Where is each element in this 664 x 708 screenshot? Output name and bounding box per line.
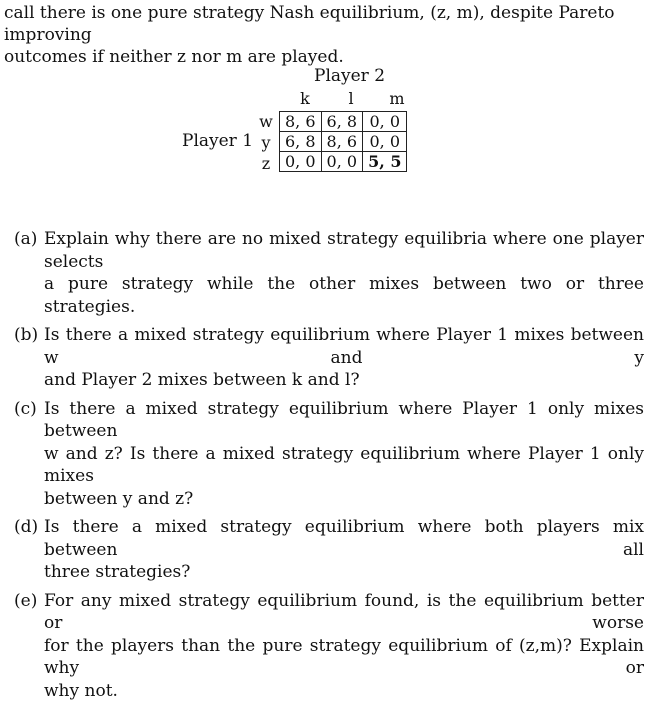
cell-z-l: 0, 0 [321,152,363,172]
player1-label: Player 1 [182,131,254,151]
column-label-l: l [348,89,354,108]
question-line: Explain why there are no mixed strategy equilibria where one player selects [44,229,644,272]
table-row [280,112,407,132]
question-letter: (a) [14,229,38,249]
question-line: Is there a mixed strategy equilibrium where Player 1 only mixes between [44,398,644,441]
cell-z-m: 5, 5 [363,152,407,172]
question-line: and Player 2 mixes between k and l? [44,370,360,390]
question-e [14,590,644,703]
column-labels [282,90,422,108]
question-line: Is there a mixed strategy equilibrium where both players mix between all [44,517,644,560]
cell-z-k: 0, 0 [280,152,322,172]
row-label-w: w [259,112,273,131]
cell-w-k: 8, 6 [280,112,322,132]
player2-label: Player 2 [314,66,386,86]
row-label-y: y [261,133,271,152]
question-line: For any mixed strategy equilibrium found, is the equilibrium better or worse [44,590,644,633]
question-line: w and z? Is there a mixed strategy equilibrium where Player 1 only mixes [44,443,644,486]
question-letter: (c) [14,398,37,419]
question-b [14,324,644,392]
table-row [280,152,407,172]
question-list [14,228,644,708]
question-text [44,398,644,511]
intro-line-2: outcomes if neither z nor m are played. [4,47,344,67]
payoff-matrix [180,62,440,192]
intro-line-1: call there is one pure strategy Nash equilibrium, (z, m), despite Pareto improving [4,3,615,45]
question-letter: (e) [14,590,38,611]
question-line: Is there a mixed strategy equilibrium where Player 1 mixes between w and y [44,325,644,368]
question-line: for the players than the pure strategy equilibrium of (z,m)? Explain why or [44,635,644,678]
question-c [14,398,644,511]
column-label-m: m [389,89,405,108]
payoff-table [279,111,407,172]
question-line: a pure strategy while the other mixes between two or three strategies. [44,274,644,317]
question-line: between y and z? [44,488,194,509]
question-line: why not. [44,680,118,701]
cell-y-m: 0, 0 [363,132,407,152]
question-text [44,324,644,392]
question-text [44,516,644,584]
cell-w-m: 0, 0 [363,112,407,132]
intro-paragraph [4,2,654,68]
cell-w-l: 6, 8 [321,112,363,132]
question-letter: (d) [14,517,39,537]
question-text [44,228,644,318]
question-line: three strategies? [44,562,191,582]
cell-y-k: 6, 8 [280,132,322,152]
question-a [14,228,644,318]
table-row [280,132,407,152]
question-d [14,516,644,584]
question-text [44,590,644,703]
question-letter: (b) [14,325,39,345]
row-labels [256,111,276,174]
column-label-k: k [300,89,310,108]
row-label-z: z [261,154,271,173]
cell-y-l: 8, 6 [321,132,363,152]
